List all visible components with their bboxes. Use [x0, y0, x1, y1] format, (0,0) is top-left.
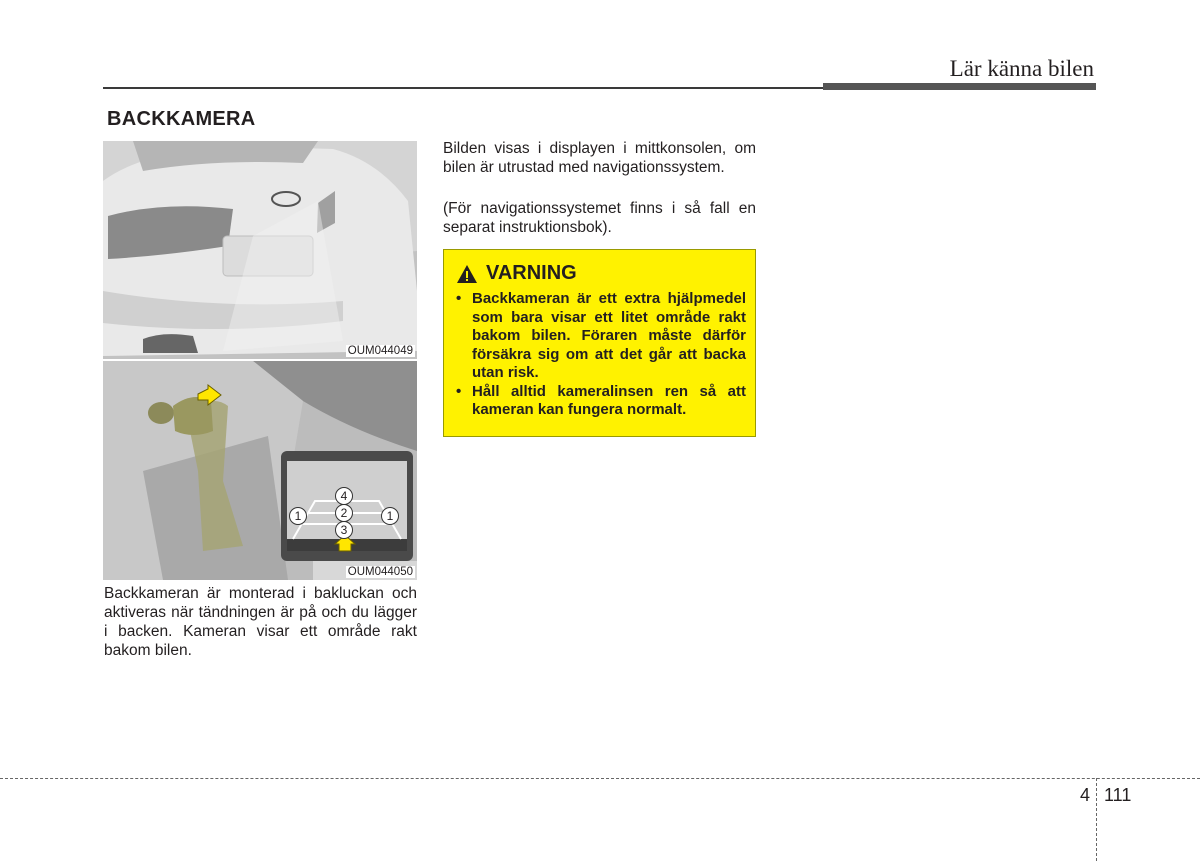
reverse-gear-display-figure [103, 361, 417, 580]
warning-box [443, 249, 756, 437]
warning-heading [456, 262, 577, 285]
rear-camera-location-figure [103, 141, 417, 359]
footer-rule [0, 778, 1200, 779]
warning-triangle-icon [456, 264, 478, 284]
guide-marker-2: 2 [335, 504, 353, 522]
header-rule [103, 87, 823, 89]
guide-marker-3: 3 [335, 521, 353, 539]
warning-title: VARNING [486, 262, 577, 284]
section-title: BACKKAMERA [107, 108, 256, 130]
figure-code-label: OUM044049 [347, 345, 413, 357]
page-number: 111 [1104, 785, 1132, 805]
display-info-text: Bilden visas i displayen i mittkonsolen, om bilen är utrustad med navigationssystem. [443, 140, 756, 176]
guide-marker-4: 4 [335, 487, 353, 505]
warning-list [454, 290, 746, 420]
figure-code-label: OUM044050 [347, 566, 413, 578]
guide-marker-1-left: 1 [289, 507, 307, 525]
camera-description-text: Backkameran är monterad i bakluckan och aktiveras när tändningen är på och du lägger i backen. Kameran visar ett område rakt bakom bilen. [104, 585, 417, 659]
bullet: • [456, 382, 462, 400]
warning-item [454, 383, 746, 420]
warning-item-text: Håll alltid kameralinsen ren så att kameran kan fungera normalt. [472, 382, 746, 418]
chapter-number: 4 [1080, 785, 1091, 805]
bullet: • [456, 290, 462, 307]
guide-marker-1-right: 1 [381, 507, 399, 525]
header-rule-accent [823, 83, 1096, 90]
footer-vertical-rule [1096, 778, 1097, 861]
warning-item-text: Backkameran är ett extra hjälpmedel som bara visar ett litet område rakt bakom bilen. Föraren måste därför försäkra sig om att det går att backa utan risk. [472, 290, 746, 381]
rear-car-illustration [103, 141, 417, 359]
navigation-note-text: (För navigationssystemet finns i så fall en separat instruktionsbok). [443, 200, 756, 236]
shifter-display-illustration [103, 361, 417, 580]
warning-item [454, 290, 746, 383]
running-header-title: Lär känna bilen [949, 56, 1094, 81]
